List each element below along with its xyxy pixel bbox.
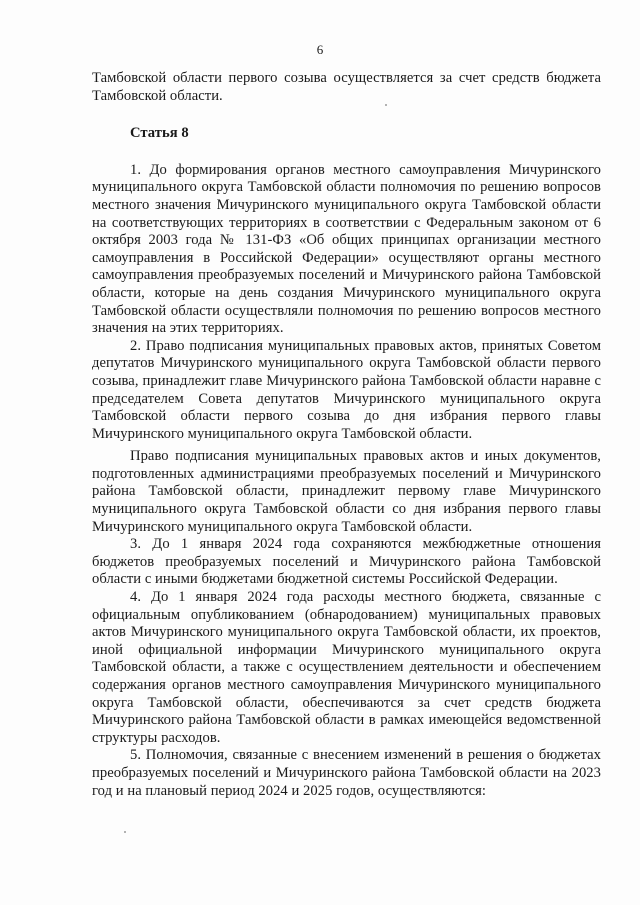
paragraph-2: 2. Право подписания муниципальных правовых актов, принятых Советом депутатов Мичуринского муниципального округа Тамбовской области первого созыва, принадлежит главе Мичуринского района Тамбовской области наравне с председателем Совета депутатов Мичуринского муниципального округа Тамбовской области первого созыва до дня избрания первого главы Мичуринского муниципального округа Тамбовской области.	[92, 337, 601, 442]
paragraph-5: 5. Полномочия, связанные с внесением изменений в решения о бюджетах преобразуемых поселений и Мичуринского района Тамбовской области на 2023 год и на плановый период 2024 и 2025 годов, осуществляются:	[92, 747, 601, 799]
page-number: 6	[316, 42, 324, 57]
scan-speck	[124, 831, 126, 833]
article-heading: Статья 8	[130, 125, 189, 142]
continuation-paragraph: Тамбовской области первого созыва осуществляется за счет средств бюджета Тамбовской области.	[92, 70, 601, 104]
scan-speck	[385, 104, 387, 106]
paragraph-4: 4. До 1 января 2024 года расходы местного бюджета, связанные с официальным опубликованием (обнародованием) муниципальных правовых актов Мичуринского муниципального округа Тамбовской области, их проектов, иной официальной информации Мичуринского муниципального округа Тамбовской области, а также с осуществлением деятельности и обеспечением содержания органов местного самоуправления Мичуринского муниципального округа Тамбовской области, обеспечиваются за счет средств бюджета Мичуринского района Тамбовской области в рамках имеющейся ведомственной структуры расходов.	[92, 589, 601, 746]
document-body	[92, 70, 601, 800]
paragraph-1: 1. До формирования органов местного самоуправления Мичуринского муниципального округа Тамбовской области полномочия по решению вопросов местного значения Мичуринского муниципального округа Тамбовской области на соответствующих территориях в соответствии с Федеральным законом от 6 октября 2003 года № 131-ФЗ «Об общих принципах организации местного самоуправления в Российской Федерации» осуществляют органы местного самоуправления преобразуемых поселений и Мичуринского района Тамбовской области, которые на день создания Мичуринского муниципального округа Тамбовской области осуществляли полномочия по решению вопросов местного значения на этих территориях.	[92, 161, 601, 337]
paragraph-2-continued: Право подписания муниципальных правовых актов и иных документов, подготовленных администрациями преобразуемых поселений и Мичуринского района Тамбовской области, принадлежит первому главе Мичуринского муниципального округа Тамбовской области со дня избрания первого главы Мичуринского муниципального округа Тамбовской области.	[92, 448, 601, 535]
paragraph-3: 3. До 1 января 2024 года сохраняются межбюджетные отношения бюджетов преобразуемых поселений и Мичуринского района Тамбовской области с иными бюджетами бюджетной системы Российской Федерации.	[92, 536, 601, 588]
